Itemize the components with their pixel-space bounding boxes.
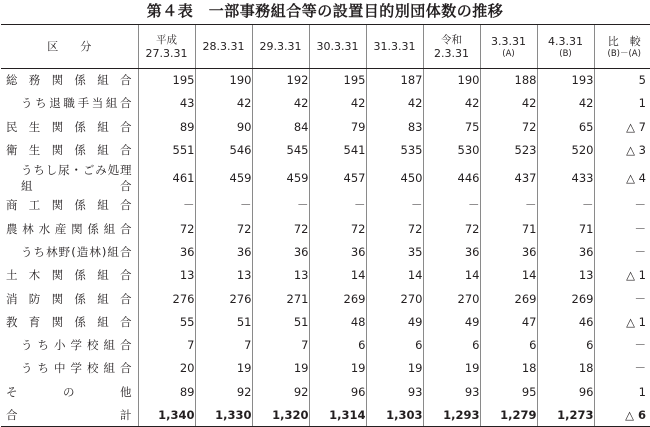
value-cell: 437 xyxy=(480,162,537,194)
value-cell: 192 xyxy=(252,69,309,92)
row-label: 教育関係組合 xyxy=(1,310,138,333)
value-cell: 270 xyxy=(423,287,480,310)
value-cell: 72 xyxy=(138,217,195,240)
value-cell: 49 xyxy=(423,310,480,333)
table-row xyxy=(1,380,650,403)
value-cell: 6 xyxy=(366,333,423,356)
value-cell: 530 xyxy=(423,138,480,161)
value-cell: 19 xyxy=(423,357,480,380)
value-cell: 36 xyxy=(309,240,366,263)
value-cell: 187 xyxy=(366,69,423,92)
value-cell: 36 xyxy=(423,240,480,263)
value-cell: 42 xyxy=(309,92,366,115)
table-row xyxy=(1,287,650,310)
value-cell: 43 xyxy=(138,92,195,115)
value-cell: 72 xyxy=(366,217,423,240)
value-cell: 461 xyxy=(138,162,195,194)
value-cell: 93 xyxy=(423,380,480,403)
diff-cell: △ 7 xyxy=(594,115,650,138)
value-cell: 459 xyxy=(195,162,252,194)
value-cell: 1,273 xyxy=(537,403,594,426)
value-cell: 42 xyxy=(366,92,423,115)
row-label: うちし尿・ごみ処理組合 xyxy=(1,162,138,194)
diff-sub-label: (B)－(A) xyxy=(595,49,650,59)
year-header xyxy=(138,25,195,69)
value-cell: 49 xyxy=(366,310,423,333)
value-cell: － xyxy=(252,194,309,217)
value-cell: 79 xyxy=(309,115,366,138)
value-cell: 72 xyxy=(480,115,537,138)
table-row xyxy=(1,115,650,138)
value-cell: 71 xyxy=(480,217,537,240)
value-cell: 269 xyxy=(537,287,594,310)
date-label: 4.3.31 xyxy=(548,35,583,48)
value-cell: 545 xyxy=(252,138,309,161)
value-cell: 19 xyxy=(252,357,309,380)
value-cell: 96 xyxy=(537,380,594,403)
value-cell: 72 xyxy=(195,217,252,240)
value-cell: 46 xyxy=(537,310,594,333)
era-label: 平成 xyxy=(156,34,177,46)
value-cell: 271 xyxy=(252,287,309,310)
diff-cell: － xyxy=(594,333,650,356)
value-cell: 47 xyxy=(480,310,537,333)
value-cell: 6 xyxy=(537,333,594,356)
value-cell: 36 xyxy=(480,240,537,263)
row-label: 農林水産関係組合 xyxy=(1,217,138,240)
row-label: 民生関係組合 xyxy=(1,115,138,138)
diff-cell: － xyxy=(594,287,650,310)
value-cell: 193 xyxy=(537,69,594,92)
value-cell: 1,330 xyxy=(195,403,252,426)
diff-cell: △ 1 xyxy=(594,310,650,333)
value-cell: 13 xyxy=(537,264,594,287)
table-row xyxy=(1,138,650,161)
value-cell: 270 xyxy=(366,287,423,310)
value-cell: 459 xyxy=(252,162,309,194)
value-cell: 42 xyxy=(252,92,309,115)
value-cell: 93 xyxy=(366,380,423,403)
value-cell: 195 xyxy=(309,69,366,92)
value-cell: 14 xyxy=(423,264,480,287)
value-cell: 48 xyxy=(309,310,366,333)
row-label: 消防関係組合 xyxy=(1,287,138,310)
date-label: 3.3.31 xyxy=(491,35,526,48)
value-cell: 14 xyxy=(480,264,537,287)
value-cell: 546 xyxy=(195,138,252,161)
value-cell: 1,340 xyxy=(138,403,195,426)
value-cell: 72 xyxy=(309,217,366,240)
value-cell: 1,279 xyxy=(480,403,537,426)
date-label: 2.3.31 xyxy=(434,47,469,60)
value-cell: 541 xyxy=(309,138,366,161)
value-cell: 36 xyxy=(138,240,195,263)
row-label: その他 xyxy=(1,380,138,403)
value-cell: 19 xyxy=(309,357,366,380)
year-header xyxy=(252,25,309,69)
column-sub-label: (A) xyxy=(481,49,537,59)
value-cell: 523 xyxy=(480,138,537,161)
date-label: 31.3.31 xyxy=(374,40,416,53)
value-cell: － xyxy=(480,194,537,217)
value-cell: 13 xyxy=(138,264,195,287)
category-header: 区 分 xyxy=(1,25,138,69)
value-cell: 269 xyxy=(309,287,366,310)
date-label: 28.3.31 xyxy=(203,40,245,53)
value-cell: 1,303 xyxy=(366,403,423,426)
value-cell: 450 xyxy=(366,162,423,194)
value-cell: 51 xyxy=(252,310,309,333)
value-cell: 276 xyxy=(138,287,195,310)
table-row xyxy=(1,162,650,194)
value-cell: 195 xyxy=(138,69,195,92)
row-label: 商工関係組合 xyxy=(1,194,138,217)
diff-cell: △ 1 xyxy=(594,264,650,287)
value-cell: 6 xyxy=(423,333,480,356)
value-cell: 14 xyxy=(309,264,366,287)
value-cell: 19 xyxy=(366,357,423,380)
table-row xyxy=(1,240,650,263)
year-header xyxy=(366,25,423,69)
table-row xyxy=(1,357,650,380)
value-cell: － xyxy=(423,194,480,217)
table-body xyxy=(1,69,650,427)
value-cell: 276 xyxy=(195,287,252,310)
value-cell: － xyxy=(138,194,195,217)
diff-cell: － xyxy=(594,194,650,217)
value-cell: 7 xyxy=(195,333,252,356)
value-cell: 36 xyxy=(195,240,252,263)
row-label: うち退職手当組合 xyxy=(1,92,138,115)
diff-cell: 5 xyxy=(594,69,650,92)
stats-table xyxy=(1,24,650,427)
value-cell: 7 xyxy=(138,333,195,356)
value-cell: 89 xyxy=(138,115,195,138)
diff-cell: － xyxy=(594,240,650,263)
column-sub-label: (B) xyxy=(538,49,594,59)
value-cell: 42 xyxy=(195,92,252,115)
value-cell: 55 xyxy=(138,310,195,333)
diff-label: 比 較 xyxy=(608,35,641,48)
value-cell: 90 xyxy=(195,115,252,138)
total-row xyxy=(1,403,650,426)
row-label: 土木関係組合 xyxy=(1,264,138,287)
row-label: 総務関係組合 xyxy=(1,69,138,92)
value-cell: 92 xyxy=(195,380,252,403)
value-cell: 551 xyxy=(138,138,195,161)
value-cell: 75 xyxy=(423,115,480,138)
row-label: うち林野(造林)組合 xyxy=(1,240,138,263)
year-header xyxy=(480,25,537,69)
value-cell: 89 xyxy=(138,380,195,403)
value-cell: 13 xyxy=(252,264,309,287)
value-cell: 65 xyxy=(537,115,594,138)
value-cell: － xyxy=(366,194,423,217)
table-title: 第４表 一部事務組合等の設置目的別団体数の推移 xyxy=(0,0,650,24)
year-header xyxy=(537,25,594,69)
value-cell: 520 xyxy=(537,138,594,161)
row-label: うち中学校組合 xyxy=(1,357,138,380)
diff-cell: － xyxy=(594,357,650,380)
diff-cell: － xyxy=(594,217,650,240)
value-cell: 72 xyxy=(423,217,480,240)
diff-cell: △ 6 xyxy=(594,403,650,426)
value-cell: 36 xyxy=(252,240,309,263)
table-row xyxy=(1,310,650,333)
date-label: 30.3.31 xyxy=(317,40,359,53)
value-cell: 42 xyxy=(537,92,594,115)
value-cell: 1,320 xyxy=(252,403,309,426)
value-cell: 84 xyxy=(252,115,309,138)
value-cell: 190 xyxy=(423,69,480,92)
diff-cell: 1 xyxy=(594,92,650,115)
value-cell: 6 xyxy=(309,333,366,356)
diff-cell: △ 3 xyxy=(594,138,650,161)
header-row xyxy=(1,25,650,69)
value-cell: 433 xyxy=(537,162,594,194)
value-cell: 535 xyxy=(366,138,423,161)
table-row xyxy=(1,194,650,217)
value-cell: 18 xyxy=(537,357,594,380)
value-cell: 51 xyxy=(195,310,252,333)
value-cell: 42 xyxy=(423,92,480,115)
year-header xyxy=(423,25,480,69)
year-header xyxy=(195,25,252,69)
date-label: 27.3.31 xyxy=(146,47,188,60)
diff-cell: 1 xyxy=(594,380,650,403)
value-cell: 1,293 xyxy=(423,403,480,426)
value-cell: 20 xyxy=(138,357,195,380)
value-cell: 457 xyxy=(309,162,366,194)
value-cell: 13 xyxy=(195,264,252,287)
table-row xyxy=(1,217,650,240)
value-cell: 42 xyxy=(480,92,537,115)
value-cell: － xyxy=(537,194,594,217)
value-cell: 269 xyxy=(480,287,537,310)
value-cell: 96 xyxy=(309,380,366,403)
value-cell: 72 xyxy=(252,217,309,240)
value-cell: 7 xyxy=(252,333,309,356)
value-cell: 92 xyxy=(252,380,309,403)
table-row xyxy=(1,333,650,356)
date-label: 29.3.31 xyxy=(260,40,302,53)
value-cell: － xyxy=(195,194,252,217)
value-cell: 6 xyxy=(480,333,537,356)
diff-cell: △ 4 xyxy=(594,162,650,194)
table-row xyxy=(1,69,650,92)
year-header xyxy=(309,25,366,69)
value-cell: 71 xyxy=(537,217,594,240)
era-label: 令和 xyxy=(441,34,462,46)
value-cell: 190 xyxy=(195,69,252,92)
row-label: 合計 xyxy=(1,403,138,426)
value-cell: － xyxy=(309,194,366,217)
value-cell: 188 xyxy=(480,69,537,92)
value-cell: 95 xyxy=(480,380,537,403)
table-row xyxy=(1,92,650,115)
value-cell: 1,314 xyxy=(309,403,366,426)
row-label: うち小学校組合 xyxy=(1,333,138,356)
value-cell: 35 xyxy=(366,240,423,263)
diff-header xyxy=(594,25,650,69)
value-cell: 83 xyxy=(366,115,423,138)
value-cell: 18 xyxy=(480,357,537,380)
table-row xyxy=(1,264,650,287)
row-label: 衛生関係組合 xyxy=(1,138,138,161)
value-cell: 19 xyxy=(195,357,252,380)
value-cell: 36 xyxy=(537,240,594,263)
value-cell: 446 xyxy=(423,162,480,194)
value-cell: 14 xyxy=(366,264,423,287)
